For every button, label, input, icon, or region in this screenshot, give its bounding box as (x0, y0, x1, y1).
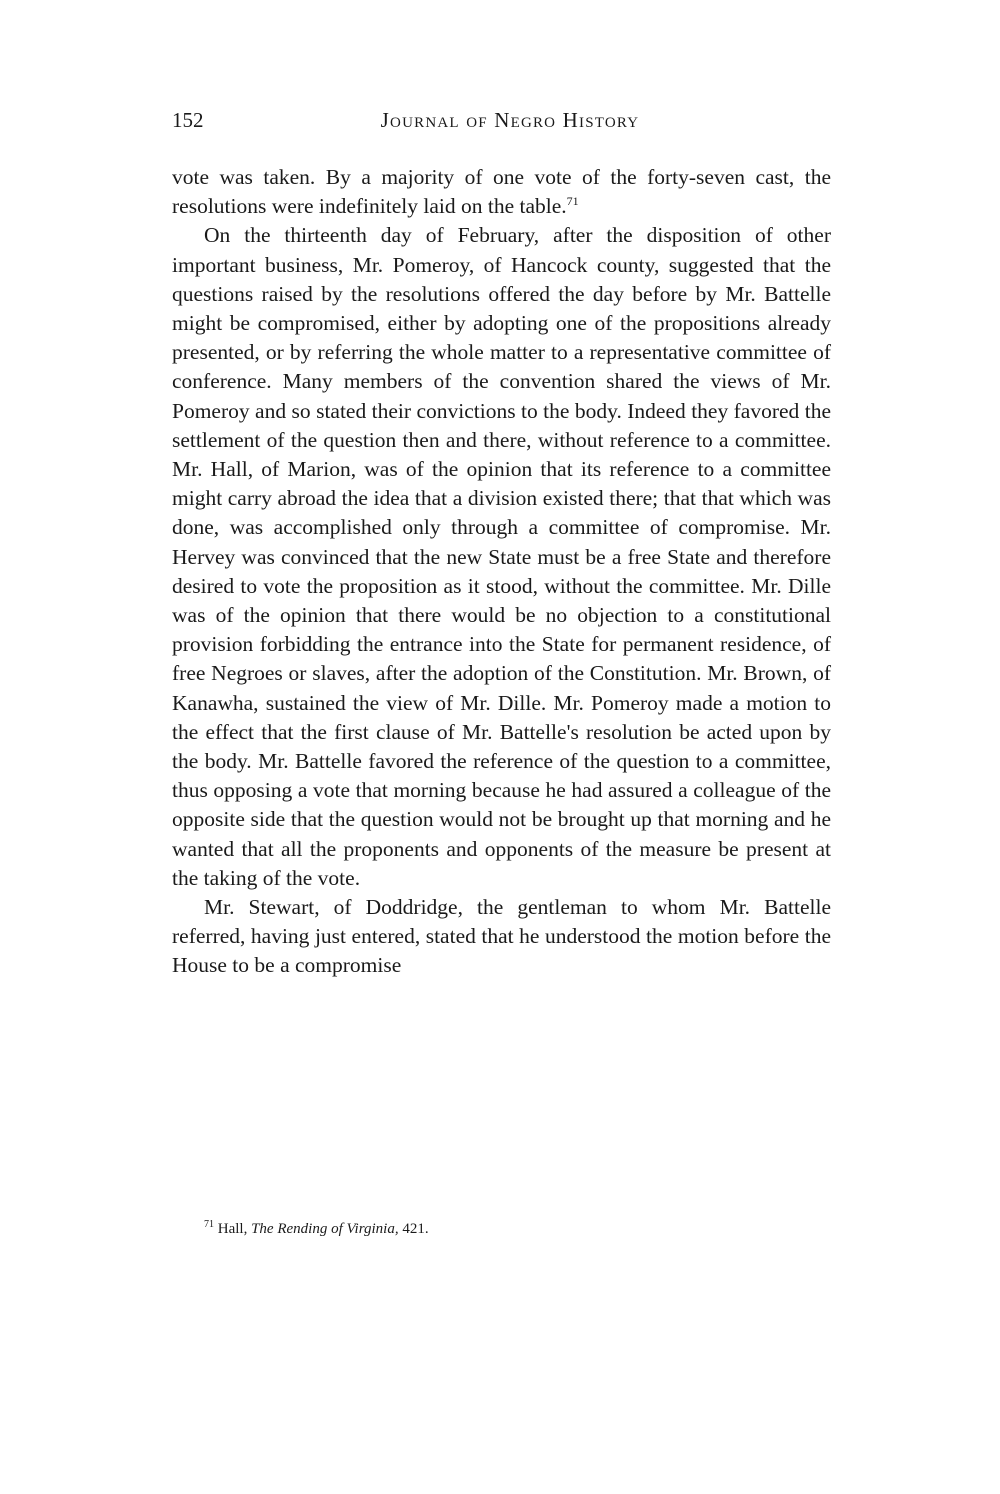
footnote (204, 1219, 429, 1239)
footnote-reference: 71 (566, 194, 579, 209)
footnote-title: The Rending of Virginia, (251, 1221, 399, 1237)
running-head: Journal of Negro History (380, 108, 640, 132)
footnote-author: Hall, (217, 1221, 248, 1237)
paragraph-3: Mr. Stewart, of Doddridge, the gentleman to whom Mr. Battelle referred, having just entered, stated that he understood the motion before the House to be a compromise (172, 895, 831, 978)
paragraph-1 (172, 163, 831, 221)
body-text (172, 163, 831, 981)
paragraph-1-text: vote was taken. By a majority of one vote of the forty-seven cast, the resolutions were indefinitely laid on the table. (172, 165, 831, 219)
footnote-marker: 71 (204, 1219, 214, 1230)
paragraph-2: On the thirteenth day of February, after the disposition of other important business, Mr. Pomeroy, of Hancock county, suggested that the questions raised by the resolutions offered the day before by Mr. Battelle might be compromised, either by adopting one of the propositions already presented, or by referring the whole matter to a representative committee of conference. Many members of the convention shared the views of Mr. Pomeroy and so stated their convictions to the body. Indeed they favored the settlement of the question then and there, without reference to a committee. Mr. Hall, of Marion, was of the opinion that its reference to a committee might carry abroad the idea that a division existed there; that that which was done, was accomplished only through a committee of compromise. Mr. Hervey was convinced that the new State must be a free State and therefore desired to vote the proposition as it stood, without the committee. Mr. Dille was of the opinion that there would be no objection to a constitutional provision forbidding the entrance into the State for permanent residence, of free Negroes or slaves, after the adoption of the Constitution. Mr. Brown, of Kanawha, sustained the view of Mr. Dille. Mr. Pomeroy made a motion to the effect that the first clause of Mr. Battelle's resolution be acted upon by the body. Mr. Battelle favored the reference of the question to a committee, thus opposing a vote that morning because he had assured a colleague of the opposite side that the question would not be brought up that morning and he wanted that all the proponents and opponents of the measure be present at the taking of the vote. (172, 223, 831, 890)
page-number: 152 (172, 108, 204, 132)
footnote-page: 421. (402, 1221, 429, 1237)
